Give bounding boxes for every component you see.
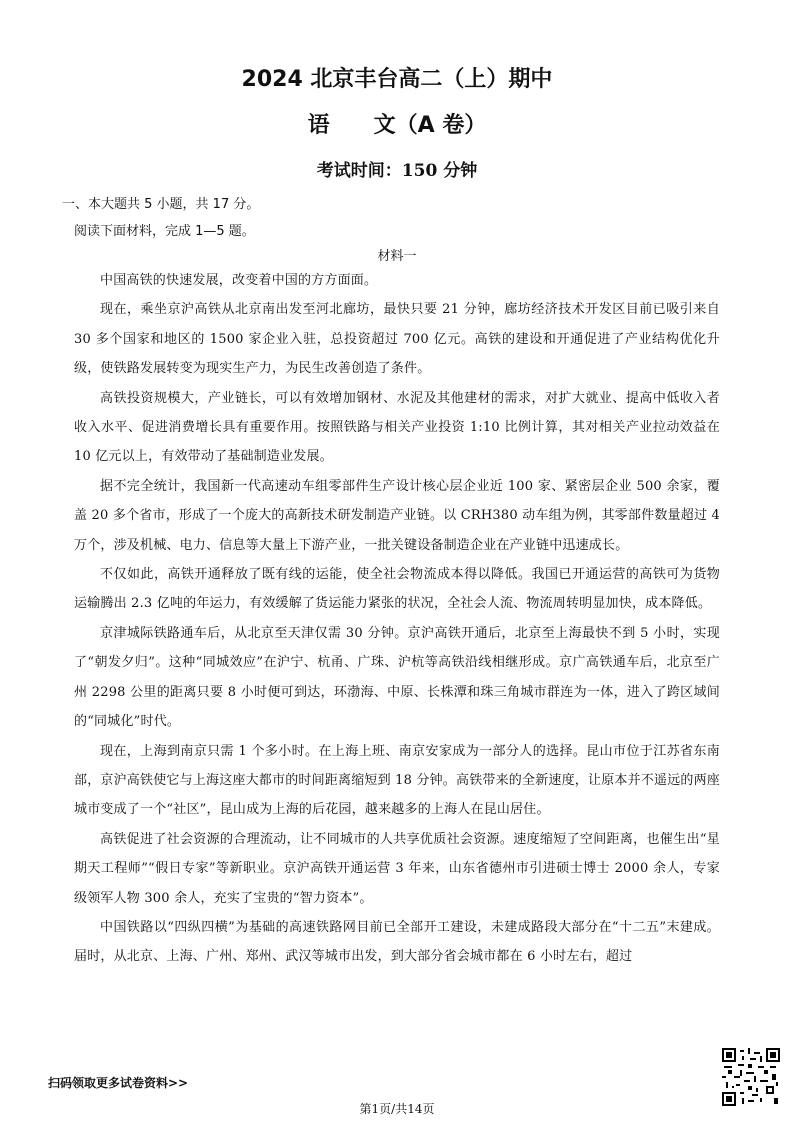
qr-code-icon[interactable]: [722, 1048, 780, 1106]
section-instruction: 阅读下面材料，完成 1—5 题。: [74, 224, 255, 239]
paragraph: 高铁投资规模大，产业链长，可以有效增加钢材、水泥及其他建材的需求，对扩大就业、提高中低收入者收入水平、促进消费增长具有重要作用。按照铁路与相关产业投资 1:10 比例计算，其对相关产业拉动效益在 10 亿元以上，有效带动了基础制造业发展。: [74, 390, 720, 465]
paragraph: 现在，上海到南京只需 1 个多小时。在上海上班、南京安家成为一部分人的选择。昆山市位于江苏省东南部，京沪高铁使它与上海这座大都市的时间距离缩短到 18 分钟。高铁带来的全新速度，让原本并不遥远的两座城市变成了一个“社区”，昆山成为上海的后花园，越来越多的上海人在昆山居住。: [74, 743, 721, 818]
paragraph: 中国铁路以“四纵四横”为基础的高速铁路网目前已全部开工建设，未建成路段大部分在“十二五”末建成。届时，从北京、上海、广州、郑州、武汉等城市出发，到大部分省会城市都在 6 小时左右，超过: [74, 919, 720, 965]
paragraph: 中国高铁的快速发展，改变着中国的方方面面。: [100, 273, 378, 288]
section-heading: 一、本大题共 5 小题，共 17 分。: [62, 197, 260, 212]
exam-time: 考试时间：150 分钟: [316, 161, 478, 181]
material-title: 材料一: [377, 249, 417, 264]
promo-link[interactable]: 扫码领取更多试卷资料>>: [48, 1076, 189, 1090]
subject-title: 语 文（A 卷）: [307, 113, 487, 138]
page-number: 第1页/共14页: [359, 1102, 435, 1116]
paragraph: 京津城际铁路通车后，从北京至天津仅需 30 分钟。京沪高铁开通后，北京至上海最快不到 5 小时，实现了“朝发夕归”。这种“同城效应”在沪宁、杭甬、广珠、沪杭等高铁沿线相继形成。京广高铁通车后，北京至广州 2298 公里的距离只要 8 小时便可到达，环渤海、中原、长株潭和珠三角城市群连为一体，进入了跨区域间的“同城化”时代。: [74, 625, 720, 730]
paragraph: 现在，乘坐京沪高铁从北京南出发至河北廊坊，最快只要 21 分钟，廊坊经济技术开发区目前已吸引来自 30 多个国家和地区的 1500 家企业入驻，总投资超过 700 亿元。高铁的建设和开通促进了产业结构优化升级，使铁路发展转变为现实生产力，为民生改善创造了条件。: [74, 302, 720, 377]
paragraph: 据不完全统计，我国新一代高速动车组零部件生产设计核心层企业近 100 家、紧密层企业 500 余家，覆盖 20 多个省市，形成了一个庞大的高新技术研发制造产业链。以 CRH380 动车组为例，其零部件数量超过 4 万个，涉及机械、电力、信息等大量上下游产业，一批关键设备制造企业在产业链中迅速成长。: [74, 478, 720, 553]
document-title: 2024 北京丰台高二（上）期中: [241, 67, 553, 92]
paragraph: 高铁促进了社会资源的合理流动，让不同城市的人共享优质社会资源。速度缩短了空间距离，也催生出“星期天工程师”“假日专家”等新职业。京沪高铁开通运营 3 年来，山东省德州市引进硕士博士 2000 余人，专家级领军人物 300 余人，充实了宝贵的“智力资本”。: [74, 831, 720, 906]
article-body: [74, 266, 720, 972]
paragraph: 不仅如此，高铁开通释放了既有线的运能，使全社会物流成本得以降低。我国已开通运营的高铁可为货物运输腾出 2.3 亿吨的年运力，有效缓解了货运能力紧张的状况，全社会人流、物流周转明显加快，成本降低。: [74, 567, 720, 612]
